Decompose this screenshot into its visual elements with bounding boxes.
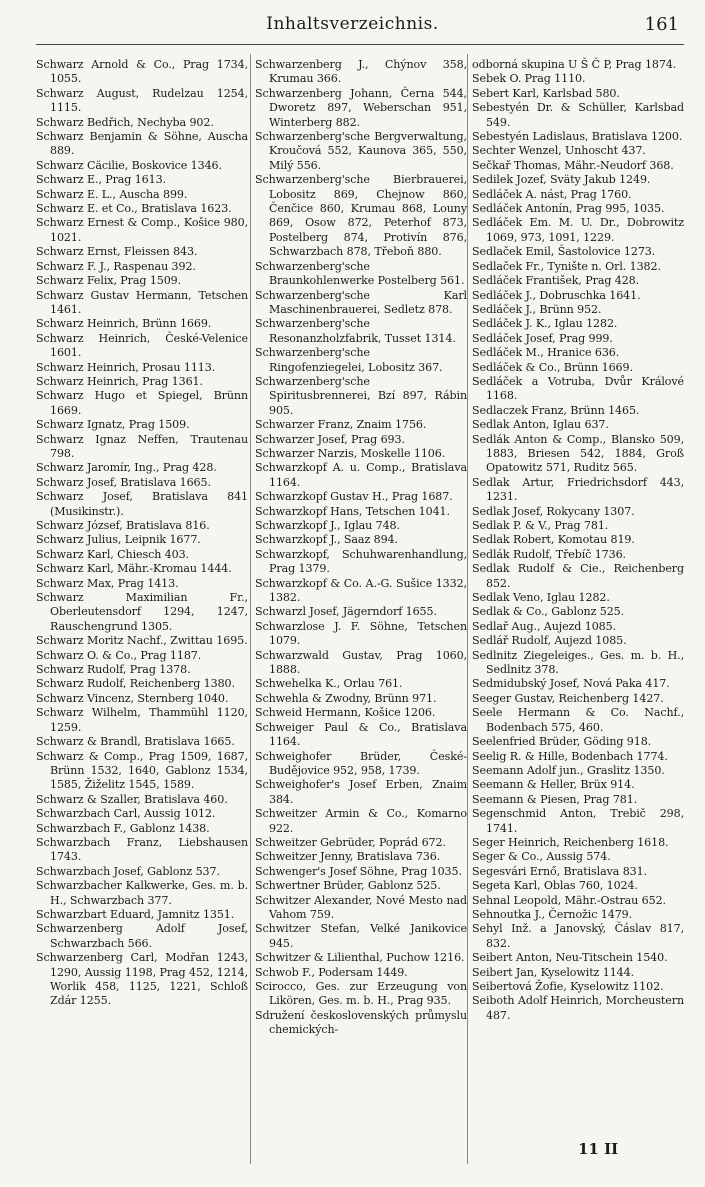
index-entry: Sedlář Rudolf, Aujezd 1085.	[472, 634, 627, 648]
printer-signature: 11 II	[578, 1140, 619, 1158]
index-entry: Schwarzbart Eduard, Jamnitz 1351.	[36, 907, 235, 921]
index-entry: Schwarz Rudolf, Prag 1378.	[36, 663, 191, 677]
index-entry: Sehnoutka J., Černožic 1479.	[472, 907, 633, 921]
index-entry: Schwarzbach Josef, Gablonz 537.	[36, 864, 220, 878]
index-entry: Sedlak P. & V., Prag 781.	[472, 519, 609, 532]
index-entry: Sebestyén Dr. & Schüller, Karlsbad 549.	[472, 101, 684, 129]
index-entry: Schwarz & Comp., Prag 1509, 1687, Brünn 1532, 1640, Gablonz 1534, 1585, Žiželitz 1545, 1589.	[36, 749, 248, 792]
index-entry: Sedláček František, Prag 428.	[472, 274, 640, 288]
index-entry: Sedlák Anton & Comp., Blansko 509, 1883, Briesen 542, 1884, Groß Opatowitz 571, Ruditz 565.	[472, 432, 684, 475]
index-entry: Schwarz Bedřich, Nechyba 902.	[36, 115, 214, 129]
index-entry: Schwarz F. J., Raspenau 392.	[36, 259, 196, 273]
index-entry: Seeger Gustav, Reichenberg 1427.	[472, 691, 664, 705]
index-entry: Segenschmid Anton, Trebič 298, 1741.	[472, 807, 684, 835]
index-entry: Sedlak Veno, Iglau 1282.	[472, 591, 610, 605]
index-entry: Sedlak Josef, Rokycany 1307.	[472, 504, 635, 518]
index-entry: Seemann & Piesen, Prag 781.	[472, 792, 638, 806]
index-entry: Schwertner Brüder, Gablonz 525.	[255, 879, 441, 893]
index-entry: Schwarz Julius, Leipnik 1677.	[36, 533, 201, 547]
index-entry: Schwarzenberg'sche Karl Maschinenbrauerei, Sedletz 878.	[255, 288, 467, 316]
index-entry: Sedlař Aug., Aujezd 1085.	[472, 619, 616, 633]
index-entry: Schwarzenberg'sche Bergverwaltung, Kroučová 552, Kaunova 365, 550, Milý 556.	[255, 130, 467, 172]
index-entry: Schweighofer's Josef Erben, Znaim 384.	[255, 778, 467, 806]
index-entry: Schwarzkopf A. u. Comp., Bratislava 1164.	[255, 461, 467, 489]
index-entry: Schwarzbacher Kalkwerke, Ges. m. b. H., Schwarzbach 377.	[36, 879, 248, 907]
index-entry: Sedmidubský Josef, Nová Paka 417.	[472, 677, 670, 691]
index-entry: Schwarzbach F., Gablonz 1438.	[36, 821, 210, 835]
index-entry: Sebert Karl, Karlsbad 580.	[472, 86, 620, 100]
header-rule	[36, 44, 684, 45]
index-entry: Schwarzer Franz, Znaim 1756.	[255, 418, 427, 432]
index-entry: Schwarz Heinrich, Prosau 1113.	[36, 360, 216, 374]
index-entry: Schwarz Karl, Mähr.-Kromau 1444.	[36, 562, 232, 576]
column-divider	[467, 54, 468, 1164]
index-entry: Schwarzlose J. F. Söhne, Tetschen 1079.	[255, 619, 467, 648]
index-entry: Sedlak Artur, Friedrichsdorf 443, 1231.	[472, 475, 684, 504]
index-entry: Schwehelka K., Orlau 761.	[255, 677, 403, 691]
index-entry: Schwarzer Narzis, Moskelle 1106.	[255, 446, 446, 460]
index-entry: Schwarz Felix, Prag 1509.	[36, 274, 182, 288]
index-entry: Schwarz O. & Co., Prag 1187.	[36, 648, 202, 662]
index-entry: Schwarz Josef, Bratislava 841 (Musikinstr.).	[36, 490, 248, 518]
index-entry: Sedlaczek Franz, Brünn 1465.	[472, 403, 640, 417]
index-entry: Schwarz & Szaller, Bratislava 460.	[36, 792, 228, 806]
index-entry: Schwarz Ignaz Neffen, Trautenau 798.	[36, 432, 248, 460]
index-entry: Schwarz Heinrich, Prag 1361.	[36, 374, 203, 388]
index-entry: Sedláček a Votruba, Dvůr Králové 1168.	[472, 374, 684, 403]
index-entry: Seelenfried Brüder, Göding 918.	[472, 735, 652, 749]
index-entry: Segesvári Ernő, Bratislava 831.	[472, 864, 648, 878]
index-entry: Schwarz Wilhelm, Thammühl 1120, 1259.	[36, 706, 248, 734]
index-entry: Schwarz Hugo et Spiegel, Brünn 1669.	[36, 389, 248, 417]
index-entry: Schweighofer Brüder, České-Budějovice 952, 958, 1739.	[255, 749, 467, 777]
index-entry: Seemann & Heller, Brüx 914.	[472, 778, 635, 792]
index-entry: Schweitzer Jenny, Bratislava 736.	[255, 850, 441, 864]
index-entry: Schwarzwald Gustav, Prag 1060, 1888.	[255, 648, 467, 677]
index-entry: Sedláček Josef, Prag 999.	[472, 331, 613, 345]
index-entry: Schwarz Max, Prag 1413.	[36, 576, 179, 590]
index-entry: Schwarzbach Franz, Liebshausen 1743.	[36, 835, 248, 864]
index-entry: Schwarzer Josef, Prag 693.	[255, 432, 405, 446]
index-entry: Seibertová Žofie, Kyselowitz 1102.	[472, 980, 664, 993]
index-entry: Sedlak & Co., Gablonz 525.	[472, 605, 625, 619]
index-entry: Schwarz Ernest & Comp., Košice 980, 1021.	[36, 216, 248, 244]
index-entry: Schwenger's Josef Söhne, Prag 1035.	[255, 864, 462, 878]
index-entry: Sedlak Rudolf & Cie., Reichenberg 852.	[472, 562, 684, 590]
index-entry: Schwarz József, Bratislava 816.	[36, 519, 210, 532]
index-entry: Schwarz E. et Co., Bratislava 1623.	[36, 202, 232, 216]
index-entry: Seiboth Adolf Heinrich, Morcheustern 487.	[472, 994, 684, 1022]
index-entry: Schwitzer & Lilienthal, Puchow 1216.	[255, 951, 465, 965]
index-entry: Schwarzenberg J., Chýnov 358, Krumau 366.	[255, 58, 467, 86]
index-entry: Schwarz & Brandl, Bratislava 1665.	[36, 735, 235, 749]
index-entry: Schweiger Paul & Co., Bratislava 1164.	[255, 720, 467, 749]
index-entry: Schwarz E. L., Auscha 899.	[36, 187, 188, 201]
index-entry: Schwarz Maximilian Fr., Oberleutensdorf 1294, 1247, Rauschengrund 1305.	[36, 591, 248, 633]
index-entry: Schwarzkopf J., Iglau 748.	[255, 519, 400, 532]
index-entry: Sdružení československých průmyslu chemických-	[255, 1008, 467, 1037]
index-entry: Sedláček A. nást, Prag 1760.	[472, 187, 632, 201]
index-entry: Sehyl Inž. a Janovský, Čáslav 817, 832.	[472, 922, 684, 950]
index-entry: Sečkař Thomas, Mähr.-Neudorf 368.	[472, 158, 674, 172]
index-entry: Sebek O. Prag 1110.	[472, 72, 586, 86]
index-entry: Sedlnitz Ziegeleiges., Ges. m. b. H., Sedlnitz 378.	[472, 648, 684, 677]
index-entry: Sedláček Em. M. U. Dr., Dobrowitz 1069, 973, 1091, 1229.	[472, 216, 684, 244]
index-entry: Schwob F., Podersam 1449.	[255, 965, 408, 979]
index-entry: Schwarzenberg Adolf Josef, Schwarzbach 566.	[36, 922, 248, 950]
index-entry: Schwarz Josef, Bratislava 1665.	[36, 475, 211, 489]
index-entry: Seger & Co., Aussig 574.	[472, 850, 611, 864]
index-entry: Sedlak Anton, Iglau 637.	[472, 418, 609, 432]
index-entry: Sedláček M., Hranice 636.	[472, 346, 620, 360]
page-number: 161	[644, 14, 679, 35]
index-entry: Schwarz Ignatz, Prag 1509.	[36, 418, 190, 432]
index-entry: Schweid Hermann, Košice 1206.	[255, 706, 436, 720]
index-entry: Schwarzenberg'sche Resonanzholzfabrik, Tusset 1314.	[255, 317, 456, 345]
page-title: Inhaltsverzeichnis.	[266, 14, 439, 34]
index-entry: Sebestyén Ladislaus, Bratislava 1200.	[472, 130, 683, 144]
index-entry: Sedlak Robert, Komotau 819.	[472, 533, 635, 547]
index-entry: Scirocco, Ges. zur Erzeugung von Likören, Ges. m. b. H., Prag 935.	[255, 980, 467, 1008]
index-entry: Schwarzkopf Hans, Tetschen 1041.	[255, 504, 450, 518]
index-entry: Schweitzer Armin & Co., Komarno 922.	[255, 807, 467, 835]
index-entry: Schwitzer Stefan, Velké Janikovice 945.	[255, 922, 467, 950]
index-column-3	[472, 58, 684, 1023]
index-entry: Schwarz Rudolf, Reichenberg 1380.	[36, 677, 235, 691]
index-entry: Sedlaček Fr., Tynište n. Orl. 1382.	[472, 259, 661, 273]
index-entry: Schwarz Gustav Hermann, Tetschen 1461.	[36, 288, 248, 316]
index-entry: Schwarzenberg Carl, Modřan 1243, 1290, Aussig 1198, Prag 452, 1214, Worlik 458, 1125, 1221, Schloß Zdár 1255.	[36, 951, 248, 1008]
index-entry: Seibert Jan, Kyselowitz 1144.	[472, 965, 634, 979]
index-entry: Sedláček J., Brünn 952.	[472, 302, 602, 316]
index-entry: Schwarzl Josef, Jägerndorf 1655.	[255, 605, 437, 619]
index-entry: Schwehla & Zwodny, Brünn 971.	[255, 691, 437, 705]
index-column-1	[36, 58, 248, 1009]
index-entry: Schwarz Jaromír, Ing., Prag 428.	[36, 461, 217, 475]
index-entry: Schwarzkopf & Co. A.-G. Sušice 1332, 1382.	[255, 576, 467, 605]
index-entry: Seibert Anton, Neu-Titschein 1540.	[472, 951, 668, 965]
index-entry: Schwarz Heinrich, České-Velenice 1601.	[36, 331, 248, 360]
index-entry: Schwarz Karl, Chiesch 403.	[36, 547, 189, 561]
index-entry: Schwarz Heinrich, Brünn 1669.	[36, 317, 212, 331]
index-entry: Sedláček Antonín, Prag 995, 1035.	[472, 202, 665, 216]
index-entry: Seemann Adolf jun., Graslitz 1350.	[472, 763, 665, 777]
index-entry: Sechter Wenzel, Unhoscht 437.	[472, 144, 646, 158]
index-entry: Schwarzenberg'sche Spiritusbrennerei, Bzí 897, Rábin 905.	[255, 374, 467, 417]
index-entry: Sedilek Jozef, Sväty Jakub 1249.	[472, 173, 651, 187]
index-entry: odborná skupina U Š Č P, Prag 1874.	[472, 58, 677, 71]
index-entry: Sedláček J. K., Iglau 1282.	[472, 317, 618, 331]
index-entry: Schwarz Cäcilie, Boskovice 1346.	[36, 158, 222, 172]
index-entry: Schwarz E., Prag 1613.	[36, 173, 166, 187]
index-entry: Schwarzenberg'sche Ringofenziegelei, Lobositz 367.	[255, 346, 443, 374]
index-entry: Schwitzer Alexander, Nové Mesto nad Vahom 759.	[255, 893, 467, 921]
index-entry: Segeta Karl, Oblas 760, 1024.	[472, 879, 638, 893]
index-entry: Schwarz Benjamin & Söhne, Auscha 889.	[36, 130, 248, 158]
index-entry: Sedlaček Emil, Šastolovice 1273.	[472, 245, 656, 259]
index-entry: Seelig R. & Hille, Bodenbach 1774.	[472, 749, 668, 763]
index-column-2	[255, 58, 467, 1038]
index-entry: Schweitzer Gebrüder, Poprád 672.	[255, 835, 446, 849]
index-entry: Seele Hermann & Co. Nachf., Bodenbach 575, 460.	[472, 706, 684, 734]
index-entry: Sehnal Leopold, Mähr.-Ostrau 652.	[472, 893, 666, 907]
index-entry: Schwarzenberg Johann, Černa 544, Dworetz 897, Weberschan 951, Winterberg 882.	[255, 86, 467, 129]
index-entry: Schwarz Ernst, Fleissen 843.	[36, 245, 198, 259]
index-entry: Seger Heinrich, Reichenberg 1618.	[472, 835, 669, 849]
index-entry: Schwarzkopf J., Saaz 894.	[255, 533, 398, 547]
index-entry: Sedláček & Co., Brünn 1669.	[472, 360, 633, 374]
index-entry: Schwarz Vincenz, Sternberg 1040.	[36, 691, 229, 705]
index-entry: Schwarz Moritz Nachf., Zwittau 1695.	[36, 634, 248, 648]
index-entry: Schwarzenberg'sche Bierbrauerei, Lobositz 869, Chejnow 860, Čenčice 860, Krumau 868, Louny 869, Osow 872, Peterhof 873, Postelberg 874, Protivín 876, Schwarzbach 878, Třeboň 880.	[255, 173, 467, 259]
index-entry: Schwarzkopf Gustav H., Prag 1687.	[255, 490, 453, 504]
index-entry: Schwarz August, Rudelzau 1254, 1115.	[36, 86, 248, 115]
index-entry: Sedlák Rudolf, Třebíč 1736.	[472, 547, 626, 561]
index-entry: Sedláček J., Dobruschka 1641.	[472, 288, 641, 302]
index-entry: Schwarzbach Carl, Aussig 1012.	[36, 807, 216, 821]
column-divider	[250, 54, 251, 1164]
index-entry: Schwarz Arnold & Co., Prag 1734, 1055.	[36, 58, 248, 86]
index-entry: Schwarzenberg'sche Braunkohlenwerke Postelberg 561.	[255, 259, 465, 288]
index-entry: Schwarzkopf, Schuhwarenhandlung, Prag 1379.	[255, 547, 467, 576]
